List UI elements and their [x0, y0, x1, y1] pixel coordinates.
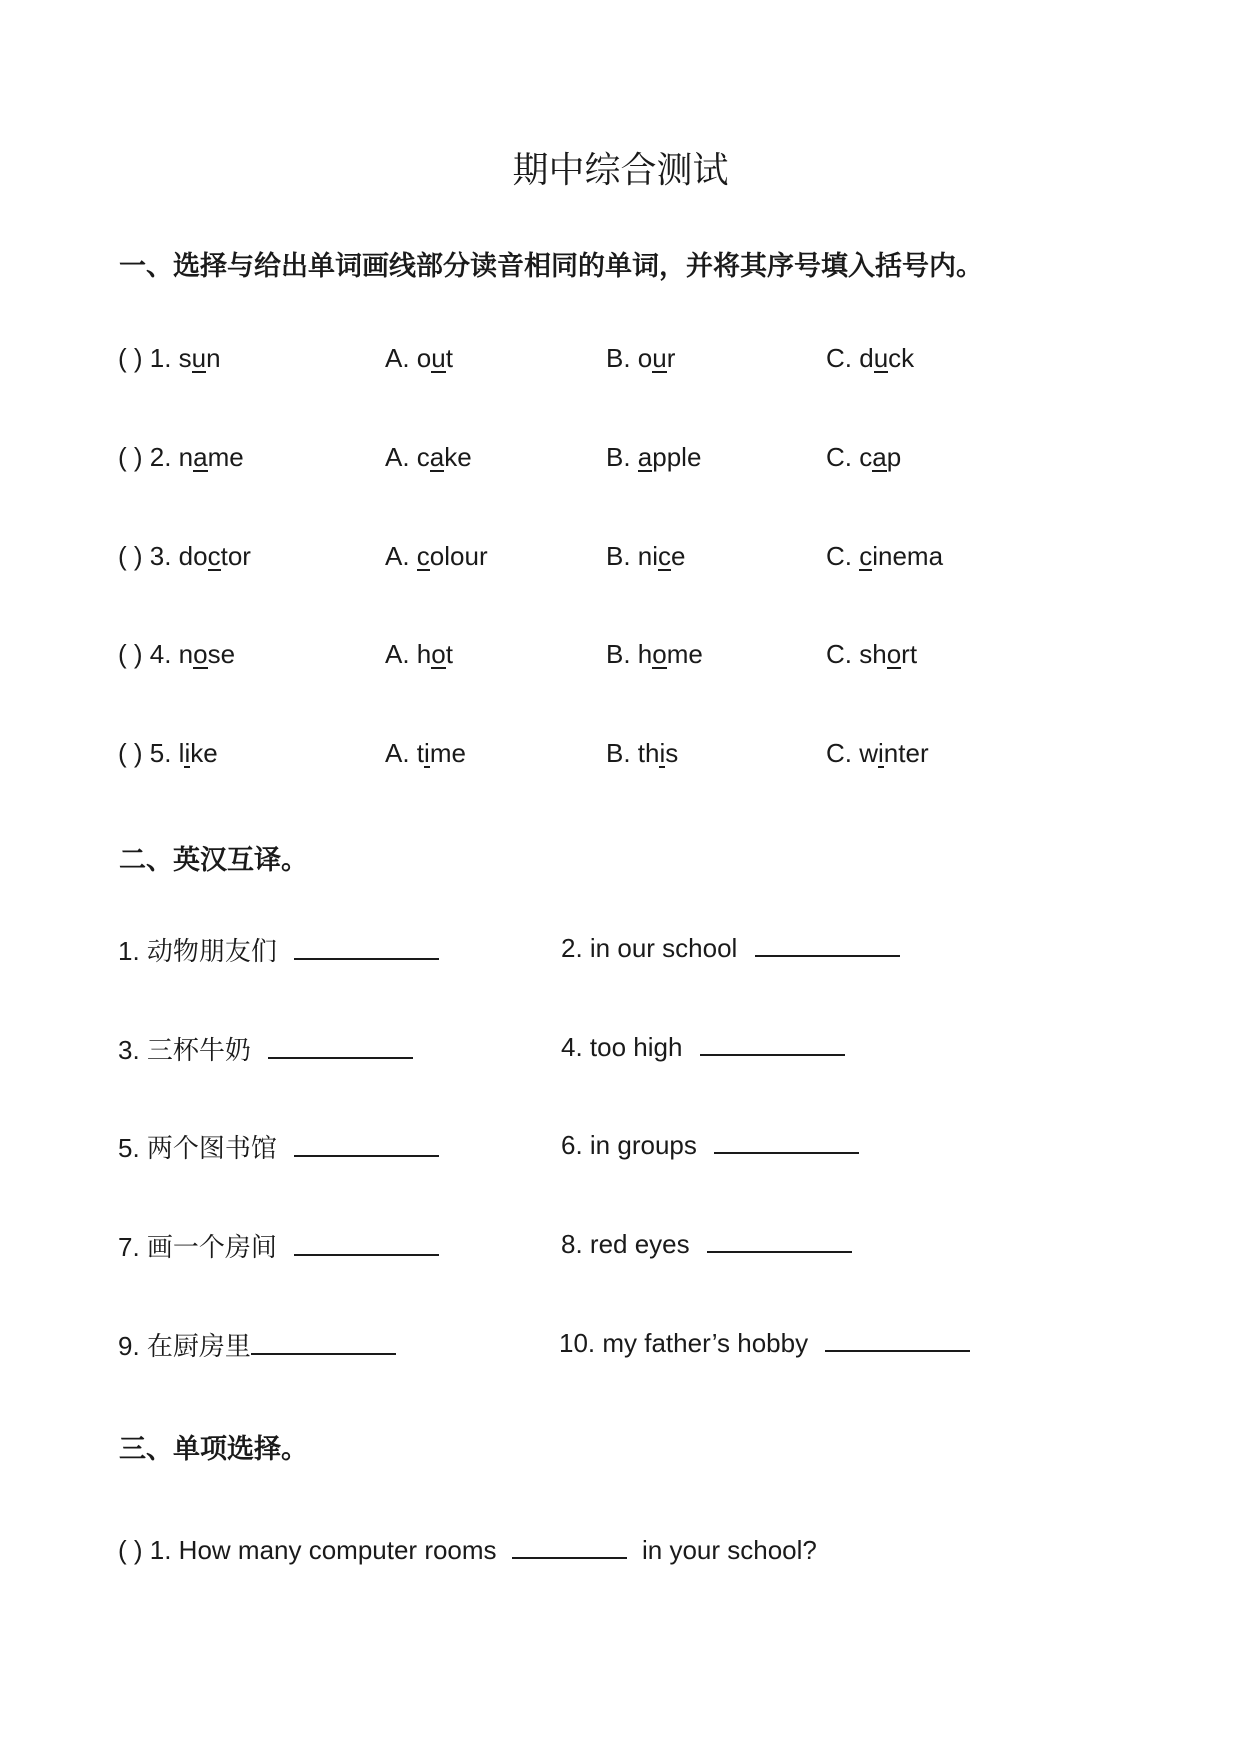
option-b[interactable]: [606, 541, 686, 572]
translation-item: [118, 1030, 413, 1067]
option-label: C.: [826, 639, 860, 669]
word-part: c: [859, 442, 873, 472]
word-part: t: [416, 738, 425, 768]
translation-prompt: 9. 在厨房里: [118, 1331, 251, 1361]
word-part: nter: [883, 738, 929, 768]
word-part: e: [671, 541, 686, 571]
word-part: pple: [652, 442, 702, 472]
translation-prompt: 6. in groups: [561, 1130, 705, 1160]
underlined-letters: i: [878, 738, 884, 768]
underlined-letters: a: [872, 442, 887, 472]
translation-prompt: 5. 两个图书馆: [118, 1133, 285, 1163]
word-part: h: [416, 639, 432, 669]
word-part: t: [445, 343, 453, 373]
underlined-letters: i: [424, 738, 430, 768]
underlined-letters: c: [207, 541, 221, 571]
translation-item: [118, 1128, 439, 1165]
section-2-heading: 二、英汉互译。: [119, 845, 308, 876]
option-b[interactable]: [606, 738, 678, 769]
section-3-heading: 三、单项选择。: [119, 1434, 308, 1465]
translation-item: [559, 1326, 970, 1359]
underlined-letters: u: [191, 343, 207, 373]
answer-blank[interactable]: [825, 1326, 970, 1352]
word-part: sh: [859, 639, 887, 669]
phonics-question-row: [0, 343, 1241, 383]
underlined-letters: c: [658, 541, 672, 571]
word-part: n: [178, 639, 194, 669]
translation-prompt: 4. too high: [561, 1032, 690, 1062]
word-part: tor: [220, 541, 251, 571]
word-part: olour: [429, 541, 488, 571]
word-part: do: [178, 541, 208, 571]
answer-blank[interactable]: [294, 1131, 439, 1157]
underlined-letters: c: [416, 541, 430, 571]
translation-item: [118, 931, 439, 968]
question-number: ( ) 4.: [118, 639, 179, 669]
question-word[interactable]: [118, 639, 235, 670]
option-c[interactable]: [826, 442, 901, 473]
page-title: 期中综合测试: [512, 150, 729, 191]
option-label: A.: [385, 541, 417, 571]
option-a[interactable]: [385, 738, 466, 769]
word-part: h: [637, 639, 653, 669]
option-c[interactable]: [826, 541, 943, 572]
answer-blank[interactable]: [700, 1030, 845, 1056]
question-word[interactable]: [118, 343, 221, 374]
option-label: A.: [385, 343, 417, 373]
option-a[interactable]: [385, 541, 488, 572]
translation-prompt: 2. in our school: [561, 933, 745, 963]
translation-row: [0, 931, 1241, 971]
option-label: C.: [826, 738, 860, 768]
word-part: ke: [444, 442, 472, 472]
underlined-letters: u: [431, 343, 446, 373]
option-label: A.: [385, 639, 417, 669]
word-part: se: [207, 639, 236, 669]
option-label: C.: [826, 343, 860, 373]
underlined-letters: o: [886, 639, 902, 669]
underlined-letters: i: [659, 738, 666, 768]
translation-row: [0, 1227, 1241, 1267]
word-part: s: [178, 343, 192, 373]
word-part: d: [859, 343, 874, 373]
word-part: n: [206, 343, 221, 373]
question-word[interactable]: [118, 738, 218, 769]
translation-item: [561, 1030, 845, 1063]
word-part: o: [637, 343, 653, 373]
underlined-letters: a: [193, 442, 208, 472]
option-label: A.: [385, 738, 417, 768]
underlined-letters: a: [637, 442, 653, 472]
underlined-letters: o: [652, 639, 667, 669]
underlined-letters: a: [429, 442, 445, 472]
word-part: rt: [901, 639, 918, 669]
option-c[interactable]: [826, 343, 914, 374]
option-a[interactable]: [385, 442, 472, 473]
answer-blank[interactable]: [512, 1533, 627, 1559]
translation-prompt: 1. 动物朋友们: [118, 936, 285, 966]
option-label: B.: [606, 738, 638, 768]
translation-row: [0, 1030, 1241, 1070]
translation-row: [0, 1326, 1241, 1366]
underlined-letters: u: [652, 343, 667, 373]
answer-blank[interactable]: [755, 931, 900, 957]
phonics-question-row: [0, 442, 1241, 482]
question-text-before: ( ) 1. How many computer rooms: [118, 1535, 504, 1565]
underlined-letters: o: [431, 639, 446, 669]
translation-item: [118, 1227, 439, 1264]
question-word[interactable]: [118, 541, 251, 572]
choice-question-1: [118, 1533, 817, 1566]
option-label: B.: [606, 442, 638, 472]
word-part: p: [886, 442, 902, 472]
question-number: ( ) 5.: [118, 738, 179, 768]
translation-prompt: 3. 三杯牛奶: [118, 1035, 259, 1065]
option-b[interactable]: [606, 639, 703, 670]
word-part: ni: [637, 541, 659, 571]
option-c[interactable]: [826, 639, 917, 670]
answer-blank[interactable]: [294, 1230, 439, 1256]
answer-blank[interactable]: [251, 1329, 396, 1355]
word-part: me: [666, 639, 703, 669]
word-part: me: [207, 442, 244, 472]
word-part: me: [429, 738, 466, 768]
word-part: n: [178, 442, 194, 472]
word-part: ke: [190, 738, 218, 768]
word-part: s: [665, 738, 679, 768]
phonics-question-row: [0, 639, 1241, 679]
option-a[interactable]: [385, 343, 453, 374]
answer-blank[interactable]: [707, 1227, 852, 1253]
translation-prompt: 10. my father’s hobby: [559, 1328, 816, 1358]
phonics-question-row: [0, 541, 1241, 581]
word-part: l: [178, 738, 185, 768]
question-number: ( ) 2.: [118, 442, 179, 472]
word-part: c: [416, 442, 430, 472]
option-label: C.: [826, 442, 860, 472]
question-number: ( ) 3.: [118, 541, 179, 571]
section-1-heading: 一、选择与给出单词画线部分读音相同的单词，并将其序号填入括号内。: [119, 251, 983, 282]
translation-item: [561, 1128, 859, 1161]
answer-blank[interactable]: [268, 1033, 413, 1059]
translation-item: [118, 1326, 396, 1363]
translation-row: [0, 1128, 1241, 1168]
question-text-after: in your school?: [634, 1535, 817, 1565]
option-a[interactable]: [385, 639, 453, 670]
option-b[interactable]: [606, 442, 701, 473]
translation-prompt: 7. 画一个房间: [118, 1232, 285, 1262]
underlined-letters: o: [193, 639, 208, 669]
word-part: ck: [888, 343, 915, 373]
word-part: w: [859, 738, 879, 768]
underlined-letters: c: [859, 541, 873, 571]
option-label: B.: [606, 541, 638, 571]
question-word[interactable]: [118, 442, 244, 473]
phonics-question-row: [0, 738, 1241, 778]
word-part: t: [445, 639, 453, 669]
option-c[interactable]: [826, 738, 929, 769]
option-label: C.: [826, 541, 860, 571]
word-part: r: [666, 343, 676, 373]
translation-item: [561, 1227, 852, 1260]
translation-prompt: 8. red eyes: [561, 1229, 697, 1259]
translation-item: [561, 931, 900, 964]
option-b[interactable]: [606, 343, 675, 374]
word-part: inema: [872, 541, 944, 571]
question-number: ( ) 1.: [118, 343, 179, 373]
option-label: B.: [606, 343, 638, 373]
answer-blank[interactable]: [294, 934, 439, 960]
word-part: o: [416, 343, 432, 373]
answer-blank[interactable]: [714, 1128, 859, 1154]
option-label: B.: [606, 639, 638, 669]
underlined-letters: u: [873, 343, 889, 373]
option-label: A.: [385, 442, 417, 472]
word-part: th: [637, 738, 660, 768]
underlined-letters: i: [184, 738, 191, 768]
